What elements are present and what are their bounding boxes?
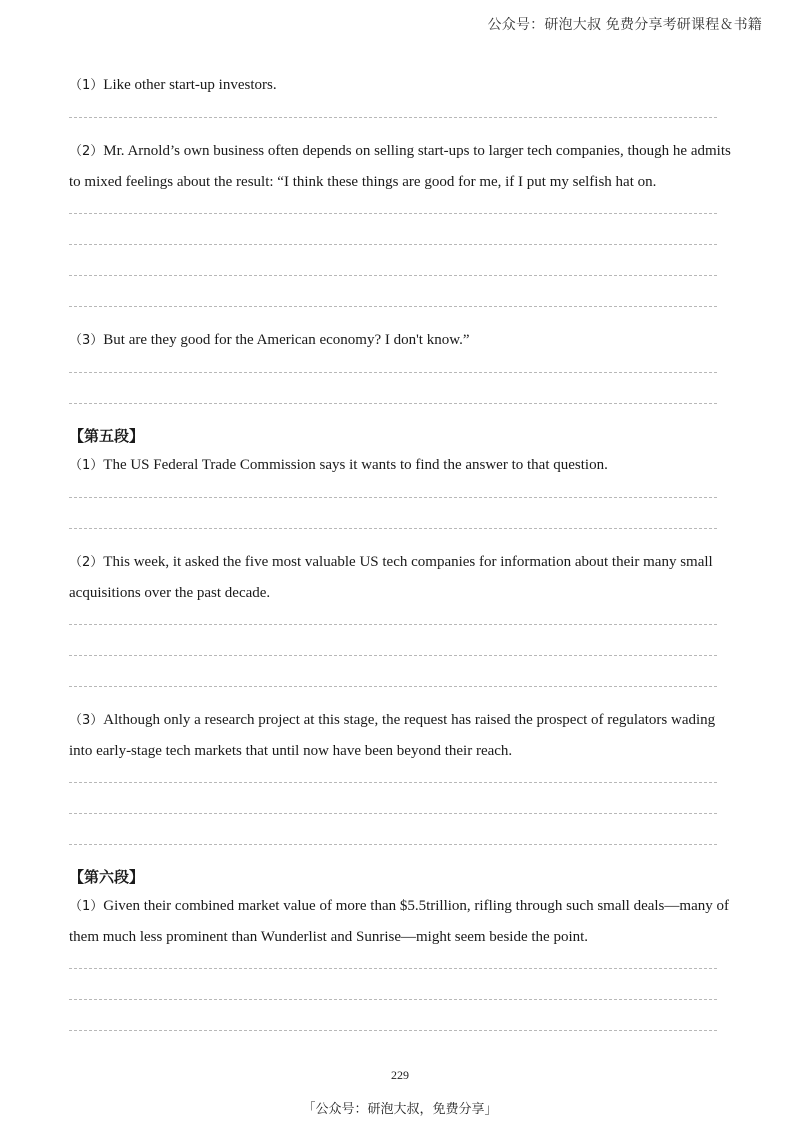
sentence-text bbox=[69, 547, 731, 608]
sentence-text bbox=[69, 891, 731, 952]
answer-lines bbox=[69, 766, 731, 845]
sentence-text bbox=[69, 70, 731, 101]
sentence-content: The US Federal Trade Commission says it wants to find the answer to that question. bbox=[103, 457, 608, 473]
dashed-answer-line[interactable] bbox=[69, 528, 717, 529]
answer-lines bbox=[69, 197, 731, 307]
footer-note: 「公众号：研泡大叔，免费分享」 bbox=[302, 1102, 498, 1117]
dashed-answer-line[interactable] bbox=[69, 306, 717, 307]
dashed-answer-line[interactable] bbox=[69, 275, 717, 276]
dashed-answer-line[interactable] bbox=[69, 686, 717, 687]
sentence-text bbox=[69, 705, 731, 766]
sentence-number: （1） bbox=[69, 458, 104, 473]
answer-lines bbox=[69, 608, 731, 687]
sentence-content: Mr. Arnold’s own business often depends on selling start-ups to larger tech companies, though he admits to mixed feelings about the result: “I think these things are good for me, if I put my selfish hat on. bbox=[69, 143, 731, 190]
sentence-text bbox=[69, 325, 731, 356]
sentence-number: （3） bbox=[69, 333, 104, 348]
section bbox=[69, 863, 731, 1031]
dashed-answer-line[interactable] bbox=[69, 213, 717, 214]
sentence-number: （1） bbox=[69, 899, 104, 914]
section-title: 【第六段】 bbox=[69, 868, 145, 886]
section bbox=[69, 422, 731, 845]
sentence-number: （1） bbox=[69, 78, 104, 93]
answer-lines bbox=[69, 101, 731, 118]
sentence-text bbox=[69, 136, 731, 197]
sentence-block bbox=[69, 70, 731, 118]
sentence-text bbox=[69, 450, 731, 481]
dashed-answer-line[interactable] bbox=[69, 655, 717, 656]
sentence-content: Given their combined market value of more than $5.5trillion, rifling through such small deals—many of them much less prominent than Wunderlist and Sunrise—might seem beside the point. bbox=[69, 898, 729, 945]
dashed-answer-line[interactable] bbox=[69, 813, 717, 814]
dashed-answer-line[interactable] bbox=[69, 1030, 717, 1031]
dashed-answer-line[interactable] bbox=[69, 968, 717, 969]
dashed-answer-line[interactable] bbox=[69, 782, 717, 783]
sentence-number: （2） bbox=[69, 144, 104, 159]
answer-lines bbox=[69, 356, 731, 404]
section-title: 【第五段】 bbox=[69, 427, 145, 445]
dashed-answer-line[interactable] bbox=[69, 117, 717, 118]
sentence-content: Like other start-up investors. bbox=[103, 77, 277, 93]
dashed-answer-line[interactable] bbox=[69, 999, 717, 1000]
sentence-number: （3） bbox=[69, 713, 104, 728]
answer-lines bbox=[69, 481, 731, 529]
sentence-block bbox=[69, 547, 731, 687]
dashed-answer-line[interactable] bbox=[69, 497, 717, 498]
sentence-block bbox=[69, 891, 731, 1031]
dashed-answer-line[interactable] bbox=[69, 372, 717, 373]
sentence-block bbox=[69, 705, 731, 845]
sentence-block bbox=[69, 450, 731, 529]
sentence-block bbox=[69, 325, 731, 404]
dashed-answer-line[interactable] bbox=[69, 244, 717, 245]
sentence-content: But are they good for the American economy? I don't know.” bbox=[103, 332, 470, 348]
sentence-block bbox=[69, 136, 731, 307]
dashed-answer-line[interactable] bbox=[69, 403, 717, 404]
dashed-answer-line[interactable] bbox=[69, 844, 717, 845]
header-note: 公众号：研泡大叔 免费分享考研课程＆书籍 bbox=[487, 17, 762, 33]
sentence-content: Although only a research project at this stage, the request has raised the prospect of regulators wading into early-stage tech markets that until now have been beyond their reach. bbox=[69, 712, 716, 759]
document-body bbox=[69, 70, 731, 1049]
dashed-answer-line[interactable] bbox=[69, 624, 717, 625]
sentence-content: This week, it asked the five most valuable US tech companies for information about their many small acquisitions over the past decade. bbox=[69, 554, 713, 601]
page-number: 229 bbox=[391, 1068, 409, 1082]
answer-lines bbox=[69, 952, 731, 1031]
sentence-number: （2） bbox=[69, 555, 104, 570]
section bbox=[69, 70, 731, 404]
